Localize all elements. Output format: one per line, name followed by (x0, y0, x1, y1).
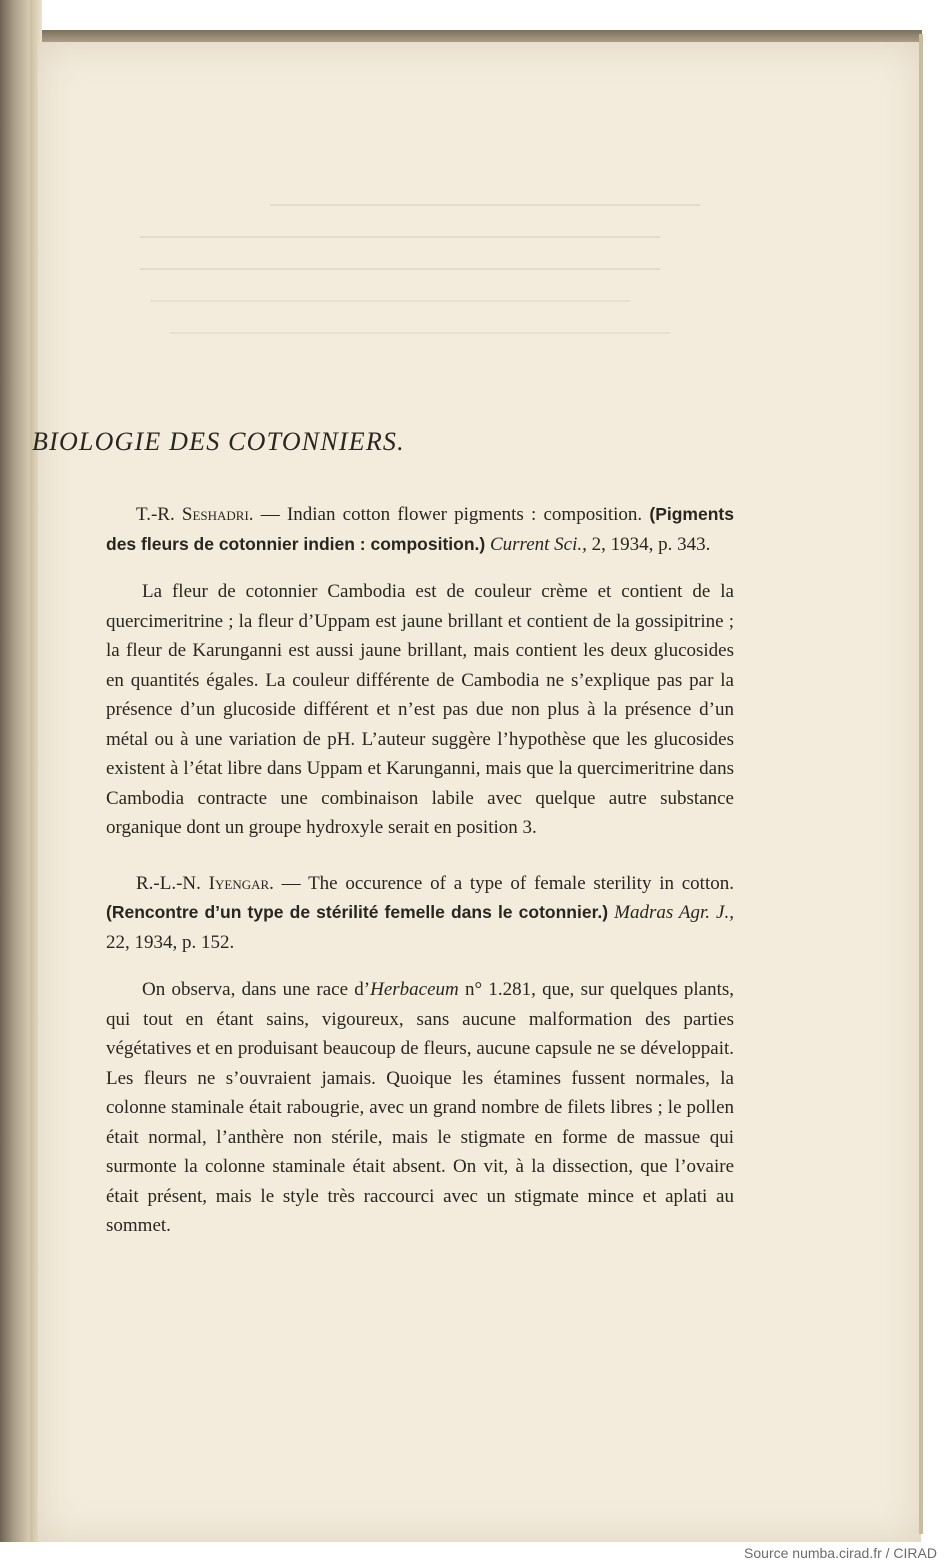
page-right-edge (919, 34, 923, 1534)
entry-title-fr: (Rencontre d’un type de stérilité femelle dans le cotonnier.) (106, 902, 609, 922)
entry-citation: 22, 1934, p. 152. (106, 931, 235, 953)
entry-title-en: — Indian cotton flower pigments : composition. (253, 504, 650, 525)
source-credit: Source numba.cirad.fr / CIRAD (744, 1545, 937, 1561)
abstract-italic-term: Herbaceum (370, 979, 459, 1000)
entry-title-en: — The occurence of a type of female sterility in cotton. (273, 872, 734, 894)
section-title: BIOLOGIE DES COTONNIERS. (32, 427, 405, 456)
entry-abstract: La fleur de cotonnier Cambodia est de couleur crème et contient de la quercimeritrine ; la fleur d’Uppam est jaune brillant et contient de la gossipitrine ; la fleur de Karunganni est aussi jaune brillant, mais contient les deux glucosides en quantités égales. La couleur différente de Cambodia ne s’explique pas par la présence d’un glucoside différent et n’est pas due non plus à la présence d’un métal ou à une variation de pH. L’auteur suggère l’hypothèse que les glucosides existent à l’état libre dans Uppam et Karunganni, mais que la quercimeritrine dans Cambodia contracte une combinaison labile avec quelque autre substance organique dont un groupe hydroxyle serait en position 3. (106, 581, 734, 838)
article-body (106, 500, 734, 1267)
entry-journal: Current Sci., (485, 533, 587, 555)
abstract-text: On observa, dans une race d’ (142, 979, 371, 1000)
entry-author: R.-L.-N. Iyengar. (136, 872, 274, 894)
entry-title-fr: (Pigments des fleurs de cotonnier indien : composition.) (106, 504, 734, 554)
entry-abstract (106, 975, 734, 1241)
book-spine (0, 0, 30, 1542)
entry-citation: 2, 1934, p. 343. (586, 533, 711, 555)
bleed-through (240, 190, 740, 334)
bibliography-entry (106, 869, 734, 958)
bibliography-entry (106, 500, 734, 559)
entry-author: T.-R. Seshadri. (136, 504, 254, 525)
entry-journal: Madras Agr. J., (608, 902, 734, 923)
abstract-text: n° 1.281, que, sur quelques plants, qui tout en étant sains, vigoureux, sans aucune malformation des parties végétatives et en produisant beaucoup de fleurs, aucune capsule ne se développait. Les fleurs ne s’ouvraient jamais. Quoique les étamines fussent normales, la colonne staminale était rabougrie, avec un grand nombre de filets libres ; le pollen était normal, l’anthère non stérile, mais le stigmate en forme de massue qui surmonte la colonne staminale était absent. On vit, à la dissection, que l’ovaire était présent, mais le style très raccourci avec un stigmate mince et aplati au sommet. (106, 979, 734, 1236)
